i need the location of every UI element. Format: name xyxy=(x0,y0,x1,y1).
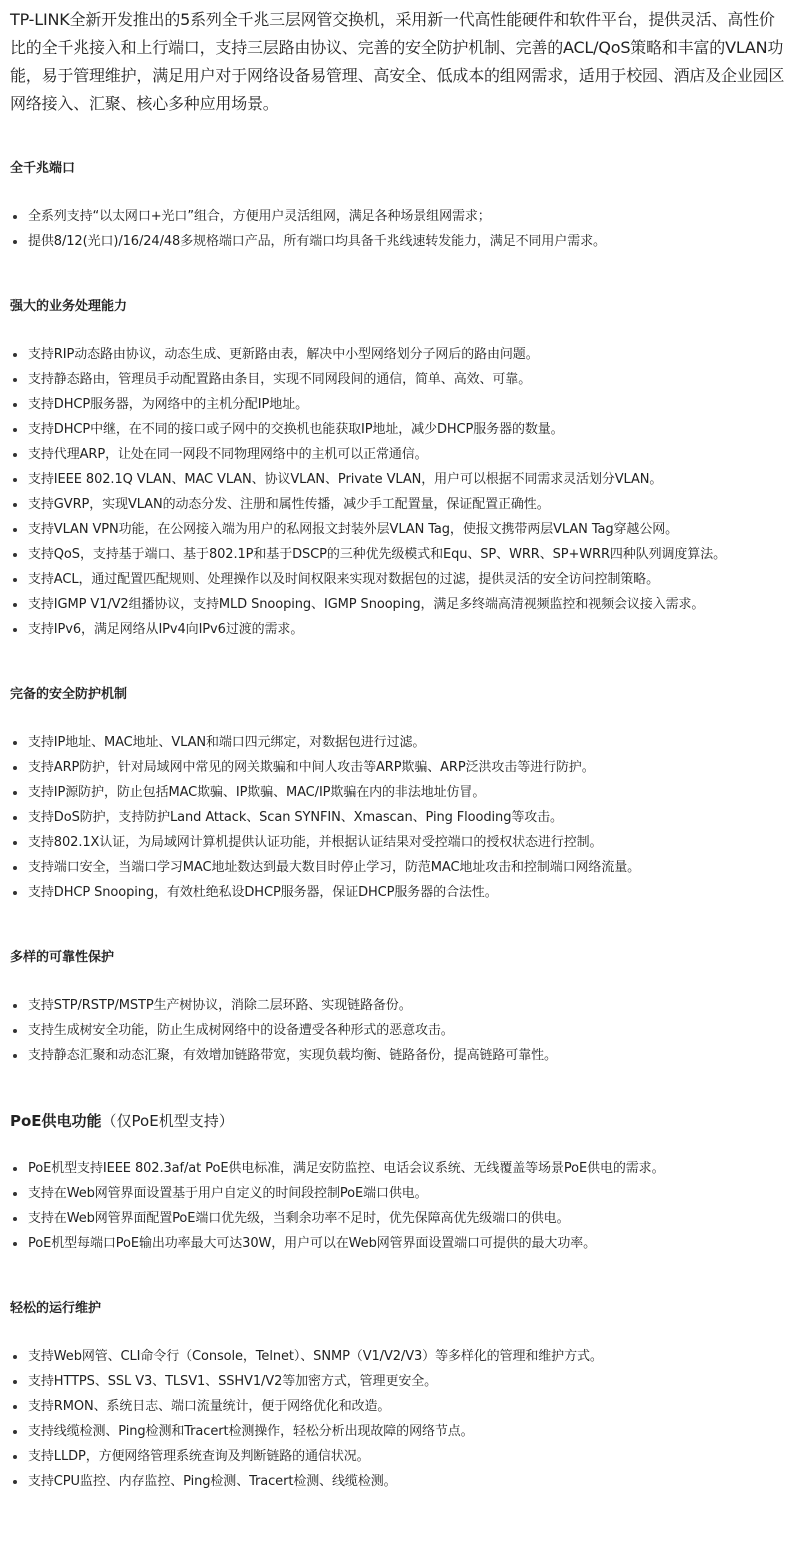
bullet-list xyxy=(10,1344,790,1494)
section-title xyxy=(10,947,790,969)
bullet-item: 支持HTTPS、SSL V3、TLSV1、SSHV1/V2等加密方式，管理更安全。 xyxy=(10,1369,790,1394)
bullet-item: 支持IEEE 802.1Q VLAN、MAC VLAN、协议VLAN、Private VLAN，用户可以根据不同需求灵活划分VLAN。 xyxy=(10,467,790,492)
bullet-item: 支持线缆检测、Ping检测和Tracert检测操作，轻松分析出现故障的网络节点。 xyxy=(10,1419,790,1444)
section-title-text: 完备的安全防护机制 xyxy=(10,687,128,702)
intro-paragraph: TP-LINK全新开发推出的5系列全千兆三层网管交换机，采用新一代高性能硬件和软件平台，提供灵活、高性价比的全千兆接入和上行端口，支持三层路由协议、完善的安全防护机制、完善的ACL/QoS策略和丰富的VLAN功能，易于管理维护，满足用户对于网络设备易管理、高安全、低成本的组网需求，适用于校园、酒店及企业园区网络接入、汇聚、核心多种应用场景。 xyxy=(10,10,785,113)
section-title xyxy=(10,684,790,706)
bullet-list xyxy=(10,730,790,905)
bullet-item: 支持Web网管、CLI命令行（Console，Telnet）、SNMP（V1/V2/V3）等多样化的管理和维护方式。 xyxy=(10,1344,790,1369)
bullet-item: 支持在Web网管界面设置基于用户自定义的时间段控制PoE端口供电。 xyxy=(10,1181,790,1206)
bullet-item: 全系列支持“以太网口+光口”组合，方便用户灵活组网，满足各种场景组网需求； xyxy=(10,204,790,229)
feature-section xyxy=(10,947,790,1068)
bullet-item: 支持RMON、系统日志、端口流量统计，便于网络优化和改造。 xyxy=(10,1394,790,1419)
bullet-item: 支持静态汇聚和动态汇聚，有效增加链路带宽，实现负载均衡、链路备份，提高链路可靠性。 xyxy=(10,1043,790,1068)
bullet-item: 支持IP地址、MAC地址、VLAN和端口四元绑定，对数据包进行过滤。 xyxy=(10,730,790,755)
bullet-item: 支持RIP动态路由协议，动态生成、更新路由表，解决中小型网络划分子网后的路由问题。 xyxy=(10,342,790,367)
section-title xyxy=(10,1298,790,1320)
feature-sections xyxy=(10,158,790,1494)
bullet-item: 支持GVRP，实现VLAN的动态分发、注册和属性传播，减少手工配置量，保证配置正确性。 xyxy=(10,492,790,517)
bullet-list xyxy=(10,204,790,254)
bullet-list xyxy=(10,342,790,642)
bullet-list xyxy=(10,1156,790,1256)
bullet-item: 支持LLDP，方便网络管理系统查询及判断链路的通信状况。 xyxy=(10,1444,790,1469)
feature-section xyxy=(10,1298,790,1494)
section-title xyxy=(10,158,790,180)
bullet-item: 支持IGMP V1/V2组播协议，支持MLD Snooping、IGMP Snooping，满足多终端高清视频监控和视频会议接入需求。 xyxy=(10,592,790,617)
bullet-item: 支持在Web网管界面配置PoE端口优先级，当剩余功率不足时，优先保障高优先级端口的供电。 xyxy=(10,1206,790,1231)
bullet-item: PoE机型每端口PoE输出功率最大可达30W，用户可以在Web网管界面设置端口可提供的最大功率。 xyxy=(10,1231,790,1256)
bullet-item: 支持IP源防护，防止包括MAC欺骗、IP欺骗、MAC/IP欺骗在内的非法地址仿冒。 xyxy=(10,780,790,805)
section-title-note: （仅PoE机型支持） xyxy=(101,1112,234,1130)
bullet-item: 支持代理ARP，让处在同一网段不同物理网络中的主机可以正常通信。 xyxy=(10,442,790,467)
feature-section xyxy=(10,684,790,905)
bullet-item: 支持DHCP Snooping，有效杜绝私设DHCP服务器，保证DHCP服务器的合法性。 xyxy=(10,880,790,905)
bullet-item: 支持ACL，通过配置匹配规则、处理操作以及时间权限来实现对数据包的过滤，提供灵活的安全访问控制策略。 xyxy=(10,567,790,592)
section-title xyxy=(10,1110,790,1132)
section-title-text: 强大的业务处理能力 xyxy=(10,299,128,314)
section-title xyxy=(10,296,790,318)
bullet-item: PoE机型支持IEEE 802.3af/at PoE供电标准，满足安防监控、电话会议系统、无线覆盖等场景PoE供电的需求。 xyxy=(10,1156,790,1181)
bullet-item: 支持端口安全，当端口学习MAC地址数达到最大数目时停止学习，防范MAC地址攻击和控制端口网络流量。 xyxy=(10,855,790,880)
section-title-text: 多样的可靠性保护 xyxy=(10,950,115,965)
feature-section xyxy=(10,1110,790,1256)
section-title-text: 全千兆端口 xyxy=(10,161,76,176)
section-title-text: PoE供电功能 xyxy=(10,1112,102,1130)
bullet-item: 提供8/12(光口)/16/24/48多规格端口产品，所有端口均具备千兆线速转发能力，满足不同用户需求。 xyxy=(10,229,790,254)
bullet-item: 支持生成树安全功能，防止生成树网络中的设备遭受各种形式的恶意攻击。 xyxy=(10,1018,790,1043)
section-title-text: 轻松的运行维护 xyxy=(10,1301,102,1316)
feature-section xyxy=(10,296,790,642)
bullet-item: 支持静态路由，管理员手动配置路由条目，实现不同网段间的通信，简单、高效、可靠。 xyxy=(10,367,790,392)
bullet-list xyxy=(10,993,790,1068)
bullet-item: 支持DHCP服务器，为网络中的主机分配IP地址。 xyxy=(10,392,790,417)
bullet-item: 支持802.1X认证，为局域网计算机提供认证功能，并根据认证结果对受控端口的授权状态进行控制。 xyxy=(10,830,790,855)
bullet-item: 支持ARP防护，针对局域网中常见的网关欺骗和中间人攻击等ARP欺骗、ARP泛洪攻击等进行防护。 xyxy=(10,755,790,780)
bullet-item: 支持VLAN VPN功能，在公网接入端为用户的私网报文封装外层VLAN Tag，使报文携带两层VLAN Tag穿越公网。 xyxy=(10,517,790,542)
bullet-item: 支持IPv6，满足网络从IPv4向IPv6过渡的需求。 xyxy=(10,617,790,642)
bullet-item: 支持DoS防护，支持防护Land Attack、Scan SYNFIN、Xmascan、Ping Flooding等攻击。 xyxy=(10,805,790,830)
bullet-item: 支持QoS，支持基于端口、基于802.1P和基于DSCP的三种优先级模式和Equ、SP、WRR、SP+WRR四种队列调度算法。 xyxy=(10,542,790,567)
bullet-item: 支持STP/RSTP/MSTP生产树协议，消除二层环路、实现链路备份。 xyxy=(10,993,790,1018)
bullet-item: 支持DHCP中继，在不同的接口或子网中的交换机也能获取IP地址，减少DHCP服务器的数量。 xyxy=(10,417,790,442)
bullet-item: 支持CPU监控、内存监控、Ping检测、Tracert检测、线缆检测。 xyxy=(10,1469,790,1494)
feature-section xyxy=(10,158,790,254)
